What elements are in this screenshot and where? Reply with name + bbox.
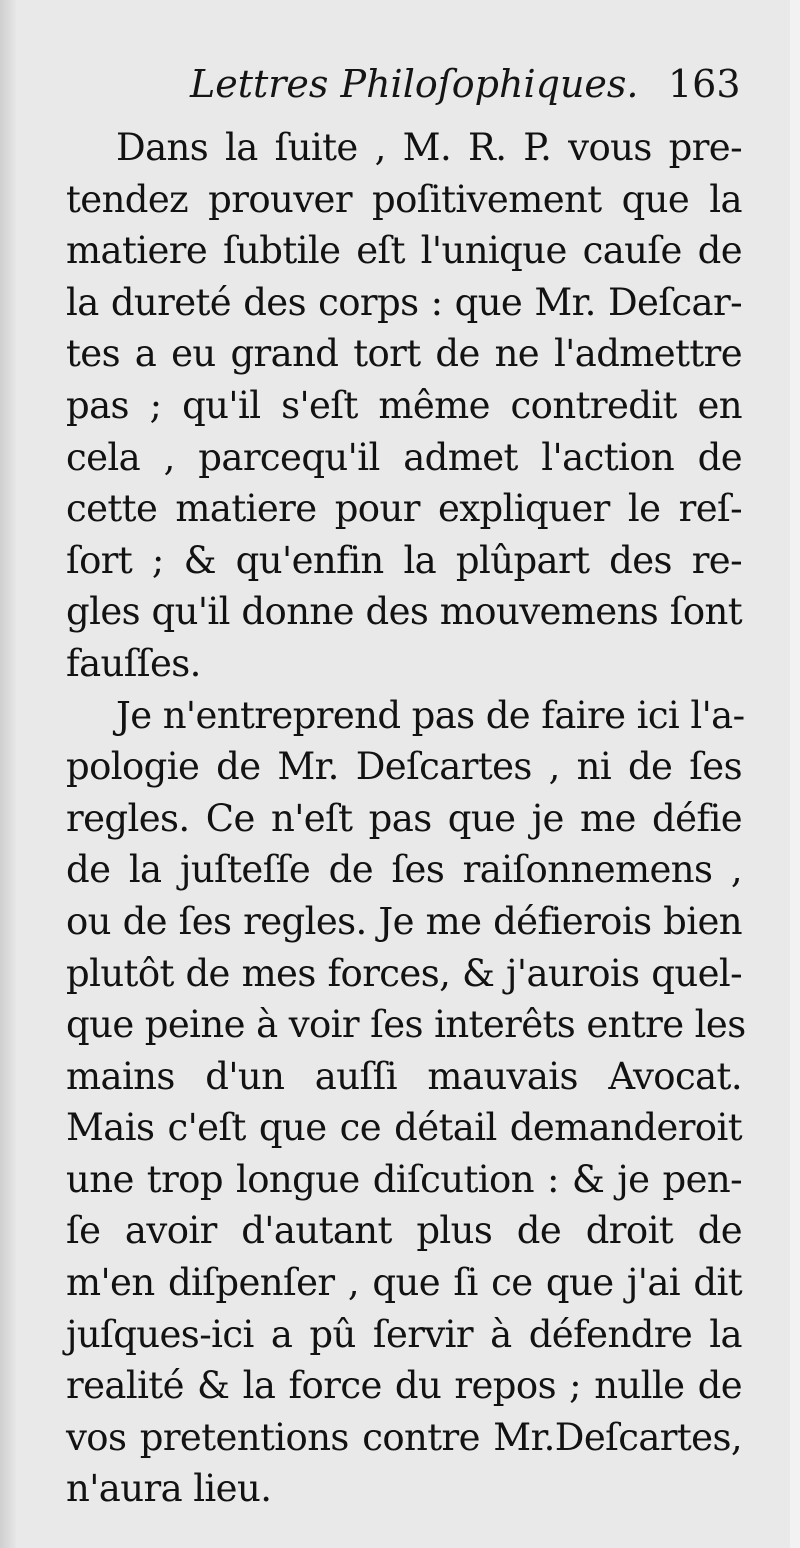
- page-edge: [790, 0, 800, 1548]
- text-line: regles. Ce n'eſt pas que je me défie: [66, 796, 742, 840]
- text-line: mains d'un auſſi mauvais Avocat.: [66, 1054, 742, 1098]
- text-line: tes a eu grand tort de ne l'admettre: [66, 332, 742, 376]
- paragraph-2: [66, 690, 746, 1516]
- text-line: ſe avoir d'autant plus de droit de: [66, 1209, 742, 1253]
- text-line: de la juſteſſe de ſes raiſonnemens ,: [66, 848, 742, 892]
- text-line: ou de ſes regles. Je me défierois bien: [66, 899, 742, 943]
- text-line: Dans la ſuite , M. R. P. vous pre-: [116, 126, 742, 169]
- text-line: n'aura lieu.: [66, 1467, 272, 1511]
- running-title: Lettres Philoſophiques.: [190, 62, 639, 106]
- page-header: [0, 62, 800, 122]
- page-gutter-shadow: [0, 0, 16, 1548]
- text-line: pas ; qu'il s'eſt même contredit en: [66, 383, 742, 427]
- text-line: tendez prouver poſitivement que la: [66, 177, 742, 221]
- text-line: gles qu'il donne des mouvemens ſont: [66, 590, 742, 634]
- text-line: la dureté des corps : que Mr. Deſcar-: [66, 280, 742, 324]
- text-line: Mais c'eſt que ce détail demanderoit: [66, 1106, 742, 1150]
- text-line: Je n'entreprend pas de faire ici l'a-: [116, 693, 745, 737]
- text-line: realité & la force du repos ; nulle de: [66, 1364, 742, 1408]
- text-line: cette matiere pour expliquer le reſ-: [66, 487, 742, 531]
- text-line: cela , parcequ'il admet l'action de: [66, 435, 742, 479]
- text-line: que peine à voir ſes interêts entre les: [66, 1003, 746, 1047]
- text-line: vos pretentions contre Mr.Deſcartes,: [66, 1415, 742, 1459]
- text-line: ſort ; & qu'enfin la plûpart des re-: [66, 538, 742, 582]
- text-line: matiere ſubtile eſt l'unique cauſe de: [66, 229, 742, 273]
- paragraph-1: [66, 122, 742, 690]
- text-line: pologie de Mr. Deſcartes , ni de ſes: [66, 745, 742, 789]
- text-line: plutôt de mes forces, & j'aurois quel-: [66, 951, 742, 995]
- text-line: m'en diſpenſer , que ſi ce que j'ai dit: [66, 1261, 742, 1305]
- text-line: une trop longue diſcution : & je pen-: [66, 1157, 742, 1201]
- page-number: 163: [668, 62, 741, 106]
- text-line: fauſſes.: [66, 641, 201, 685]
- text-line: juſques-ici a pû ſervir à défendre la: [66, 1312, 742, 1356]
- body-text: [66, 122, 746, 1515]
